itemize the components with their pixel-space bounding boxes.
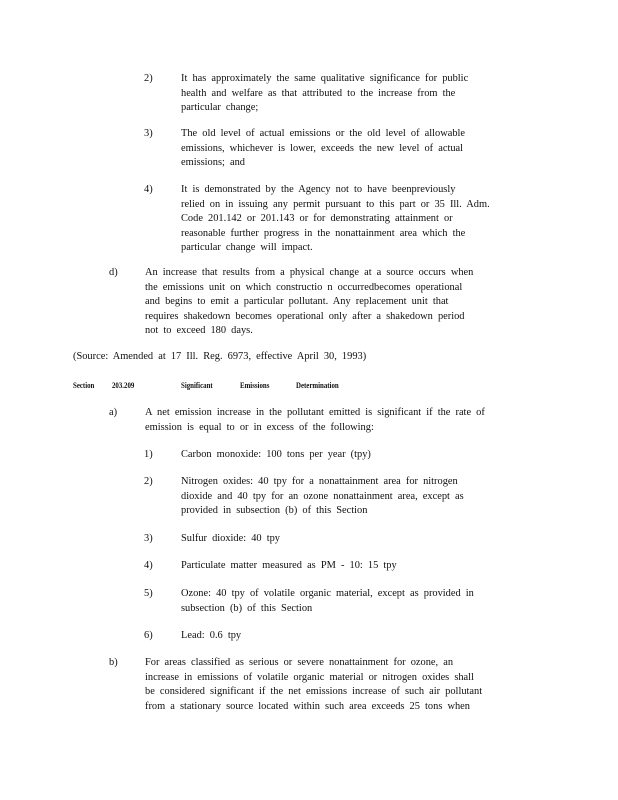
- text-line: from a stationary source located within such area exceeds 25 tons when: [145, 700, 470, 712]
- item-text: [145, 406, 485, 435]
- item-text: [181, 475, 464, 519]
- item-label: b): [109, 657, 118, 668]
- text-line: particular change will impact.: [181, 242, 313, 253]
- item-label: 4): [144, 560, 153, 571]
- item-label: 6): [144, 630, 153, 641]
- item-text: [145, 656, 482, 714]
- item-text: [181, 448, 371, 463]
- item-text: [145, 266, 473, 339]
- text-line: relied on in issuing any permit pursuant to this part or 35 Ill. Adm.: [181, 198, 490, 210]
- text-line: reasonable further progress in the nonattainment area which the: [181, 227, 466, 239]
- text-line: requires shakedown becomes operational only after a shakedown period: [145, 310, 465, 322]
- text-line: the emissions unit on which constructio n occurredbecomes operational: [145, 281, 463, 293]
- text-line: emissions; and: [181, 157, 245, 168]
- item-label: 2): [144, 73, 153, 84]
- item-label: 3): [144, 128, 153, 139]
- text-line: be considered significant if the net emissions increase of such air pollutant: [145, 686, 483, 697]
- source-note: (Source: Amended at 17 Ill. Reg. 6973, effective April 30, 1993): [73, 351, 367, 362]
- text-line: Nitrogen oxides: 40 tpy for a nonattainment area for nitrogen: [181, 476, 458, 487]
- section-title-word: Determination: [296, 381, 339, 390]
- section-title-word: Significant: [181, 381, 213, 390]
- item-text: [181, 532, 280, 547]
- text-line: particular change;: [181, 102, 259, 113]
- item-label: 4): [144, 184, 153, 195]
- text-line: health and welfare as that attributed to the increase from the: [181, 87, 456, 99]
- item-label: 2): [144, 476, 153, 487]
- text-line: For areas classified as serious or severe nonattainment for ozone, an: [145, 657, 454, 668]
- text-line: It is demonstrated by the Agency not to have beenpreviously: [181, 184, 456, 195]
- item-text: [181, 183, 490, 256]
- section-title-word: Emissions: [240, 381, 270, 390]
- text-line: Particulate matter measured as PM - 10: 15 tpy: [181, 560, 397, 571]
- item-label: 3): [144, 533, 153, 544]
- text-line: It has approximately the same qualitative significance for public: [181, 73, 469, 84]
- item-text: [181, 72, 468, 116]
- item-text: [181, 629, 241, 644]
- text-line: emission is equal to or in excess of the following:: [145, 421, 374, 433]
- text-line: Sulfur dioxide: 40 tpy: [181, 533, 280, 544]
- text-line: Lead: 0.6 tpy: [181, 630, 242, 641]
- item-label: 5): [144, 588, 153, 599]
- section-heading-word: Section: [73, 381, 95, 390]
- section-number: 203.209: [112, 381, 135, 390]
- text-line: Carbon monoxide: 100 tons per year (tpy): [181, 449, 371, 460]
- text-line: An increase that results from a physical change at a source occurs when: [145, 267, 474, 278]
- text-line: subsection (b) of this Section: [181, 602, 313, 614]
- item-text: [181, 587, 474, 616]
- text-line: emissions, whichever is lower, exceeds the new level of actual: [181, 142, 464, 154]
- text-line: Code 201.142 or 201.143 or for demonstrating attainment or: [181, 213, 453, 224]
- text-line: dioxide and 40 tpy for an ozone nonattainment area, except as: [181, 490, 464, 502]
- text-line: A net emission increase in the pollutant emitted is significant if the rate of: [145, 407, 485, 418]
- text-line: and begins to emit a particular pollutant. Any replacement unit that: [145, 296, 449, 307]
- item-text: [181, 559, 397, 574]
- text-line: The old level of actual emissions or the old level of allowable: [181, 128, 466, 139]
- item-text: [181, 127, 465, 171]
- item-label: a): [109, 407, 118, 418]
- text-line: not to exceed 180 days.: [145, 325, 253, 336]
- text-line: provided in subsection (b) of this Section: [181, 505, 368, 516]
- item-label: 1): [144, 449, 153, 460]
- text-line: Ozone: 40 tpy of volatile organic material, except as provided in: [181, 588, 474, 599]
- item-label: d): [109, 267, 118, 278]
- text-line: increase in emissions of volatile organic material or nitrogen oxides shall: [145, 671, 474, 683]
